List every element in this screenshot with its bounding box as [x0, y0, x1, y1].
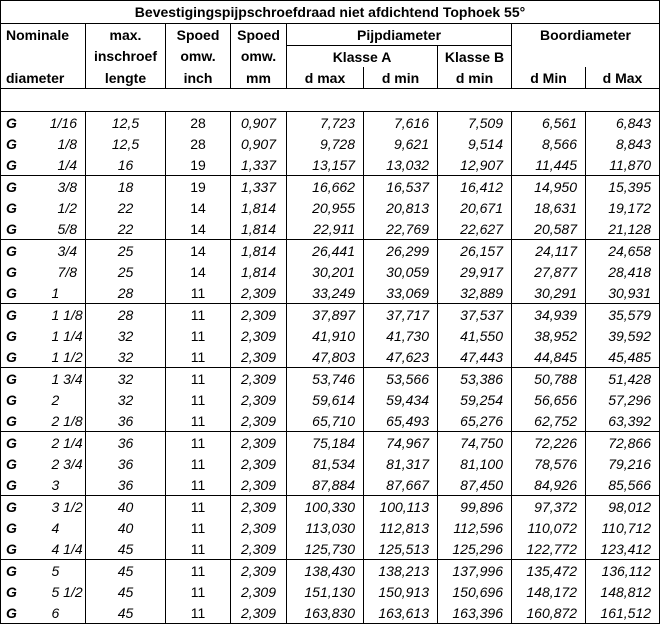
- table-row: [1, 496, 660, 518]
- spoed-mm: 2,309: [231, 581, 287, 602]
- nominal-size: 4 1/4: [38, 538, 86, 560]
- boor-dmin: 78,576: [512, 453, 586, 474]
- spoed-inch: 14: [166, 240, 231, 262]
- spoed-inch: 11: [166, 560, 231, 582]
- nominal-size: 1/2: [38, 197, 86, 218]
- table-row: [1, 389, 660, 410]
- klasse-b-dmin: 32,889: [438, 282, 512, 304]
- nominal-size: 2 1/8: [38, 410, 86, 432]
- boor-dmax: 85,566: [586, 474, 660, 496]
- klasse-a-dmin: 22,769: [364, 218, 438, 240]
- klasse-a-dmin: 9,621: [364, 133, 438, 154]
- spoed-inch: 11: [166, 517, 231, 538]
- spoed-mm: 2,309: [231, 602, 287, 624]
- spoed-mm: 2,309: [231, 538, 287, 560]
- klasse-b-dmin: 26,157: [438, 240, 512, 262]
- spoed-mm: 2,309: [231, 368, 287, 390]
- boor-dmax: 35,579: [586, 304, 660, 326]
- nominal-size: 1 3/4: [38, 368, 86, 390]
- boor-dmax: 15,395: [586, 176, 660, 198]
- inschroef-lengte: 12,5: [86, 112, 166, 134]
- spoed-mm: 0,907: [231, 112, 287, 134]
- table-row: [1, 133, 660, 154]
- thread-prefix: G: [1, 432, 38, 454]
- table-row: [1, 304, 660, 326]
- inschroef-lengte: 40: [86, 496, 166, 518]
- table-row: [1, 154, 660, 176]
- spoed-mm: 2,309: [231, 432, 287, 454]
- thread-prefix: G: [1, 218, 38, 240]
- boor-dmin: 14,950: [512, 176, 586, 198]
- klasse-b-dmin: 7,509: [438, 112, 512, 134]
- thread-prefix: G: [1, 133, 38, 154]
- header-diameter: diameter: [1, 67, 86, 89]
- klasse-a-dmax: 81,534: [287, 453, 364, 474]
- klasse-a-dmax: 151,130: [287, 581, 364, 602]
- klasse-b-dmin: 59,254: [438, 389, 512, 410]
- klasse-a-dmin: 7,616: [364, 112, 438, 134]
- spoed-mm: 1,814: [231, 261, 287, 282]
- inschroef-lengte: 32: [86, 368, 166, 390]
- klasse-a-dmax: 75,184: [287, 432, 364, 454]
- boor-dmax: 6,843: [586, 112, 660, 134]
- klasse-b-dmin: 9,514: [438, 133, 512, 154]
- klasse-b-dmin: 65,276: [438, 410, 512, 432]
- thread-prefix: G: [1, 602, 38, 624]
- boor-dmin: 135,472: [512, 560, 586, 582]
- klasse-a-dmin: 87,667: [364, 474, 438, 496]
- header-klasse-a: Klasse A: [287, 46, 438, 68]
- klasse-a-dmax: 33,249: [287, 282, 364, 304]
- header-boordiameter: Boordiameter: [512, 24, 660, 46]
- spoed-mm: 1,337: [231, 176, 287, 198]
- inschroef-lengte: 28: [86, 282, 166, 304]
- klasse-a-dmax: 30,201: [287, 261, 364, 282]
- klasse-a-dmax: 41,910: [287, 325, 364, 346]
- spoed-inch: 11: [166, 581, 231, 602]
- spoed-mm: 2,309: [231, 560, 287, 582]
- spoed-inch: 28: [166, 133, 231, 154]
- klasse-b-dmin: 99,896: [438, 496, 512, 518]
- boor-dmax: 28,418: [586, 261, 660, 282]
- boor-dmin: 24,117: [512, 240, 586, 262]
- boor-dmax: 63,392: [586, 410, 660, 432]
- klasse-b-dmin: 22,627: [438, 218, 512, 240]
- boor-dmin: 160,872: [512, 602, 586, 624]
- thread-prefix: G: [1, 538, 38, 560]
- inschroef-lengte: 12,5: [86, 133, 166, 154]
- spoed-mm: 0,907: [231, 133, 287, 154]
- boor-dmin: 97,372: [512, 496, 586, 518]
- thread-prefix: G: [1, 240, 38, 262]
- klasse-a-dmin: 41,730: [364, 325, 438, 346]
- spoed-inch: 11: [166, 432, 231, 454]
- boor-dmin: 148,172: [512, 581, 586, 602]
- thread-prefix: G: [1, 581, 38, 602]
- klasse-a-dmax: 125,730: [287, 538, 364, 560]
- spoed-inch: 11: [166, 282, 231, 304]
- klasse-a-dmin: 100,113: [364, 496, 438, 518]
- spoed-inch: 19: [166, 154, 231, 176]
- boor-dmin: 30,291: [512, 282, 586, 304]
- thread-prefix: G: [1, 389, 38, 410]
- thread-prefix: G: [1, 261, 38, 282]
- nominal-size: 1 1/8: [38, 304, 86, 326]
- klasse-a-dmin: 150,913: [364, 581, 438, 602]
- inschroef-lengte: 22: [86, 218, 166, 240]
- spoed-mm: 2,309: [231, 410, 287, 432]
- nominal-size: 2 1/4: [38, 432, 86, 454]
- boor-dmax: 51,428: [586, 368, 660, 390]
- thread-prefix: G: [1, 112, 38, 134]
- boor-dmax: 8,843: [586, 133, 660, 154]
- nominal-size: 2: [38, 389, 86, 410]
- table-row: [1, 432, 660, 454]
- boor-dmax: 161,512: [586, 602, 660, 624]
- inschroef-lengte: 25: [86, 261, 166, 282]
- header-klasse-b: Klasse B: [438, 46, 512, 68]
- spacer-row: [1, 89, 660, 112]
- spoed-inch: 11: [166, 368, 231, 390]
- header-spoed-inch: Spoed: [166, 24, 231, 46]
- inschroef-lengte: 45: [86, 602, 166, 624]
- thread-prefix: G: [1, 496, 38, 518]
- thread-prefix: G: [1, 410, 38, 432]
- header-b-dmin: d min: [438, 67, 512, 89]
- klasse-a-dmin: 47,623: [364, 346, 438, 368]
- boor-dmin: 84,926: [512, 474, 586, 496]
- nominal-size: 2 3/4: [38, 453, 86, 474]
- thread-prefix: G: [1, 282, 38, 304]
- boor-dmax: 98,012: [586, 496, 660, 518]
- header-pijpdiameter: Pijpdiameter: [287, 24, 512, 46]
- boor-dmax: 39,592: [586, 325, 660, 346]
- nominal-size: 3/8: [38, 176, 86, 198]
- inschroef-lengte: 28: [86, 304, 166, 326]
- inschroef-lengte: 45: [86, 581, 166, 602]
- klasse-a-dmax: 113,030: [287, 517, 364, 538]
- spoed-inch: 28: [166, 112, 231, 134]
- nominal-size: 3: [38, 474, 86, 496]
- klasse-a-dmin: 59,434: [364, 389, 438, 410]
- boor-dmax: 30,931: [586, 282, 660, 304]
- klasse-b-dmin: 137,996: [438, 560, 512, 582]
- table-row: [1, 197, 660, 218]
- table-row: [1, 240, 660, 262]
- boor-dmin: 72,226: [512, 432, 586, 454]
- klasse-a-dmax: 53,746: [287, 368, 364, 390]
- klasse-b-dmin: 125,296: [438, 538, 512, 560]
- header-a-dmin: d min: [364, 67, 438, 89]
- inschroef-lengte: 45: [86, 560, 166, 582]
- klasse-a-dmin: 138,213: [364, 560, 438, 582]
- header-bd-dmin: d Min: [512, 67, 586, 89]
- inschroef-lengte: 22: [86, 197, 166, 218]
- spoed-inch: 11: [166, 389, 231, 410]
- klasse-a-dmin: 81,317: [364, 453, 438, 474]
- spoed-mm: 2,309: [231, 325, 287, 346]
- nominal-size: 5: [38, 560, 86, 582]
- inschroef-lengte: 40: [86, 517, 166, 538]
- boor-dmin: 20,587: [512, 218, 586, 240]
- klasse-a-dmax: 100,330: [287, 496, 364, 518]
- klasse-a-dmin: 65,493: [364, 410, 438, 432]
- klasse-a-dmax: 20,955: [287, 197, 364, 218]
- klasse-a-dmax: 37,897: [287, 304, 364, 326]
- spoed-inch: 11: [166, 602, 231, 624]
- inschroef-lengte: 25: [86, 240, 166, 262]
- spoed-inch: 11: [166, 325, 231, 346]
- klasse-a-dmax: 26,441: [287, 240, 364, 262]
- table-row: [1, 325, 660, 346]
- nominal-size: 6: [38, 602, 86, 624]
- nominal-size: 1/16: [38, 112, 86, 134]
- table-row: [1, 581, 660, 602]
- boor-dmax: 110,712: [586, 517, 660, 538]
- klasse-a-dmax: 59,614: [287, 389, 364, 410]
- klasse-a-dmin: 125,513: [364, 538, 438, 560]
- boor-dmax: 11,870: [586, 154, 660, 176]
- table-row: [1, 282, 660, 304]
- table-row: [1, 560, 660, 582]
- spoed-mm: 2,309: [231, 517, 287, 538]
- boor-dmax: 57,296: [586, 389, 660, 410]
- klasse-a-dmax: 13,157: [287, 154, 364, 176]
- nominal-size: 1 1/4: [38, 325, 86, 346]
- klasse-b-dmin: 29,917: [438, 261, 512, 282]
- klasse-b-dmin: 163,396: [438, 602, 512, 624]
- spoed-inch: 11: [166, 410, 231, 432]
- klasse-a-dmax: 47,803: [287, 346, 364, 368]
- klasse-b-dmin: 112,596: [438, 517, 512, 538]
- table-row: [1, 346, 660, 368]
- spoed-inch: 11: [166, 346, 231, 368]
- boor-dmin: 122,772: [512, 538, 586, 560]
- inschroef-lengte: 36: [86, 432, 166, 454]
- table-row: [1, 218, 660, 240]
- spoed-mm: 2,309: [231, 282, 287, 304]
- inschroef-lengte: 32: [86, 389, 166, 410]
- klasse-a-dmin: 33,069: [364, 282, 438, 304]
- header-inch: inch: [166, 67, 231, 89]
- inschroef-lengte: 45: [86, 538, 166, 560]
- klasse-a-dmax: 9,728: [287, 133, 364, 154]
- boor-dmax: 136,112: [586, 560, 660, 582]
- spoed-inch: 11: [166, 474, 231, 496]
- spoed-mm: 1,814: [231, 197, 287, 218]
- klasse-a-dmin: 37,717: [364, 304, 438, 326]
- boor-dmin: 8,566: [512, 133, 586, 154]
- thread-prefix: G: [1, 368, 38, 390]
- table-title: Bevestigingspijpschroefdraad niet afdichtend Tophoek 55°: [1, 1, 660, 24]
- spoed-mm: 1,814: [231, 240, 287, 262]
- klasse-b-dmin: 74,750: [438, 432, 512, 454]
- header-omw-inch: omw.: [166, 46, 231, 68]
- klasse-b-dmin: 81,100: [438, 453, 512, 474]
- klasse-a-dmin: 30,059: [364, 261, 438, 282]
- spoed-mm: 2,309: [231, 389, 287, 410]
- thread-prefix: G: [1, 304, 38, 326]
- spoed-inch: 11: [166, 453, 231, 474]
- inschroef-lengte: 32: [86, 325, 166, 346]
- boor-dmin: 11,445: [512, 154, 586, 176]
- nominal-size: 5/8: [38, 218, 86, 240]
- thread-prefix: G: [1, 176, 38, 198]
- inschroef-lengte: 36: [86, 453, 166, 474]
- klasse-b-dmin: 150,696: [438, 581, 512, 602]
- boor-dmax: 45,485: [586, 346, 660, 368]
- boor-dmax: 148,812: [586, 581, 660, 602]
- boor-dmin: 44,845: [512, 346, 586, 368]
- nominal-size: 4: [38, 517, 86, 538]
- spoed-inch: 11: [166, 496, 231, 518]
- klasse-b-dmin: 20,671: [438, 197, 512, 218]
- header-a-dmax: d max: [287, 67, 364, 89]
- spoed-inch: 11: [166, 304, 231, 326]
- nominal-size: 1/4: [38, 154, 86, 176]
- boor-dmax: 24,658: [586, 240, 660, 262]
- inschroef-lengte: 18: [86, 176, 166, 198]
- inschroef-lengte: 32: [86, 346, 166, 368]
- klasse-b-dmin: 12,907: [438, 154, 512, 176]
- klasse-a-dmax: 7,723: [287, 112, 364, 134]
- klasse-b-dmin: 47,443: [438, 346, 512, 368]
- klasse-a-dmin: 13,032: [364, 154, 438, 176]
- klasse-a-dmin: 53,566: [364, 368, 438, 390]
- klasse-a-dmin: 163,613: [364, 602, 438, 624]
- boor-dmax: 79,216: [586, 453, 660, 474]
- spoed-mm: 1,337: [231, 154, 287, 176]
- nominal-size: 1/8: [38, 133, 86, 154]
- boor-dmin: 62,752: [512, 410, 586, 432]
- inschroef-lengte: 36: [86, 474, 166, 496]
- header-mm: mm: [231, 67, 287, 89]
- thread-prefix: G: [1, 453, 38, 474]
- thread-prefix: G: [1, 560, 38, 582]
- boor-dmin: 6,561: [512, 112, 586, 134]
- klasse-b-dmin: 53,386: [438, 368, 512, 390]
- boor-dmin: 18,631: [512, 197, 586, 218]
- table-row: [1, 112, 660, 134]
- klasse-b-dmin: 16,412: [438, 176, 512, 198]
- nominal-size: 7/8: [38, 261, 86, 282]
- klasse-a-dmax: 163,830: [287, 602, 364, 624]
- spoed-inch: 11: [166, 538, 231, 560]
- boor-dmin: 110,072: [512, 517, 586, 538]
- klasse-a-dmax: 138,430: [287, 560, 364, 582]
- boor-dmin: 56,656: [512, 389, 586, 410]
- table-row: [1, 368, 660, 390]
- header-bd-dmax: d Max: [586, 67, 660, 89]
- nominal-size: 1: [38, 282, 86, 304]
- nominal-size: 3/4: [38, 240, 86, 262]
- table-row: [1, 602, 660, 624]
- table-row: [1, 538, 660, 560]
- header-omw-mm: omw.: [231, 46, 287, 68]
- klasse-b-dmin: 41,550: [438, 325, 512, 346]
- boor-dmax: 21,128: [586, 218, 660, 240]
- thread-prefix: G: [1, 517, 38, 538]
- table-row: [1, 261, 660, 282]
- thread-prefix: G: [1, 325, 38, 346]
- boor-dmax: 72,866: [586, 432, 660, 454]
- spoed-inch: 14: [166, 197, 231, 218]
- klasse-a-dmin: 112,813: [364, 517, 438, 538]
- table-row: [1, 453, 660, 474]
- spoed-inch: 19: [166, 176, 231, 198]
- table-row: [1, 176, 660, 198]
- boor-dmin: 38,952: [512, 325, 586, 346]
- header-nominale: Nominale: [1, 24, 86, 46]
- header-inschroef: inschroef: [86, 46, 166, 68]
- klasse-a-dmin: 74,967: [364, 432, 438, 454]
- boor-dmax: 19,172: [586, 197, 660, 218]
- spoed-mm: 2,309: [231, 304, 287, 326]
- spoed-mm: 2,309: [231, 346, 287, 368]
- klasse-a-dmax: 65,710: [287, 410, 364, 432]
- nominal-size: 1 1/2: [38, 346, 86, 368]
- header-spoed-mm: Spoed: [231, 24, 287, 46]
- inschroef-lengte: 16: [86, 154, 166, 176]
- klasse-b-dmin: 37,537: [438, 304, 512, 326]
- table-row: [1, 474, 660, 496]
- spoed-mm: 1,814: [231, 218, 287, 240]
- klasse-a-dmax: 16,662: [287, 176, 364, 198]
- table-row: [1, 517, 660, 538]
- spoed-mm: 2,309: [231, 496, 287, 518]
- spoed-mm: 2,309: [231, 474, 287, 496]
- klasse-b-dmin: 87,450: [438, 474, 512, 496]
- boor-dmin: 34,939: [512, 304, 586, 326]
- klasse-a-dmax: 87,884: [287, 474, 364, 496]
- thread-prefix: G: [1, 474, 38, 496]
- klasse-a-dmin: 26,299: [364, 240, 438, 262]
- table-row: [1, 410, 660, 432]
- boor-dmin: 27,877: [512, 261, 586, 282]
- thread-prefix: G: [1, 197, 38, 218]
- thread-prefix: G: [1, 154, 38, 176]
- boor-dmin: 50,788: [512, 368, 586, 390]
- thread-prefix: G: [1, 346, 38, 368]
- boor-dmax: 123,412: [586, 538, 660, 560]
- spoed-inch: 14: [166, 218, 231, 240]
- header-max: max.: [86, 24, 166, 46]
- klasse-a-dmin: 16,537: [364, 176, 438, 198]
- klasse-a-dmax: 22,911: [287, 218, 364, 240]
- spoed-mm: 2,309: [231, 453, 287, 474]
- inschroef-lengte: 36: [86, 410, 166, 432]
- spoed-inch: 14: [166, 261, 231, 282]
- nominal-size: 5 1/2: [38, 581, 86, 602]
- klasse-a-dmin: 20,813: [364, 197, 438, 218]
- nominal-size: 3 1/2: [38, 496, 86, 518]
- header-lengte: lengte: [86, 67, 166, 89]
